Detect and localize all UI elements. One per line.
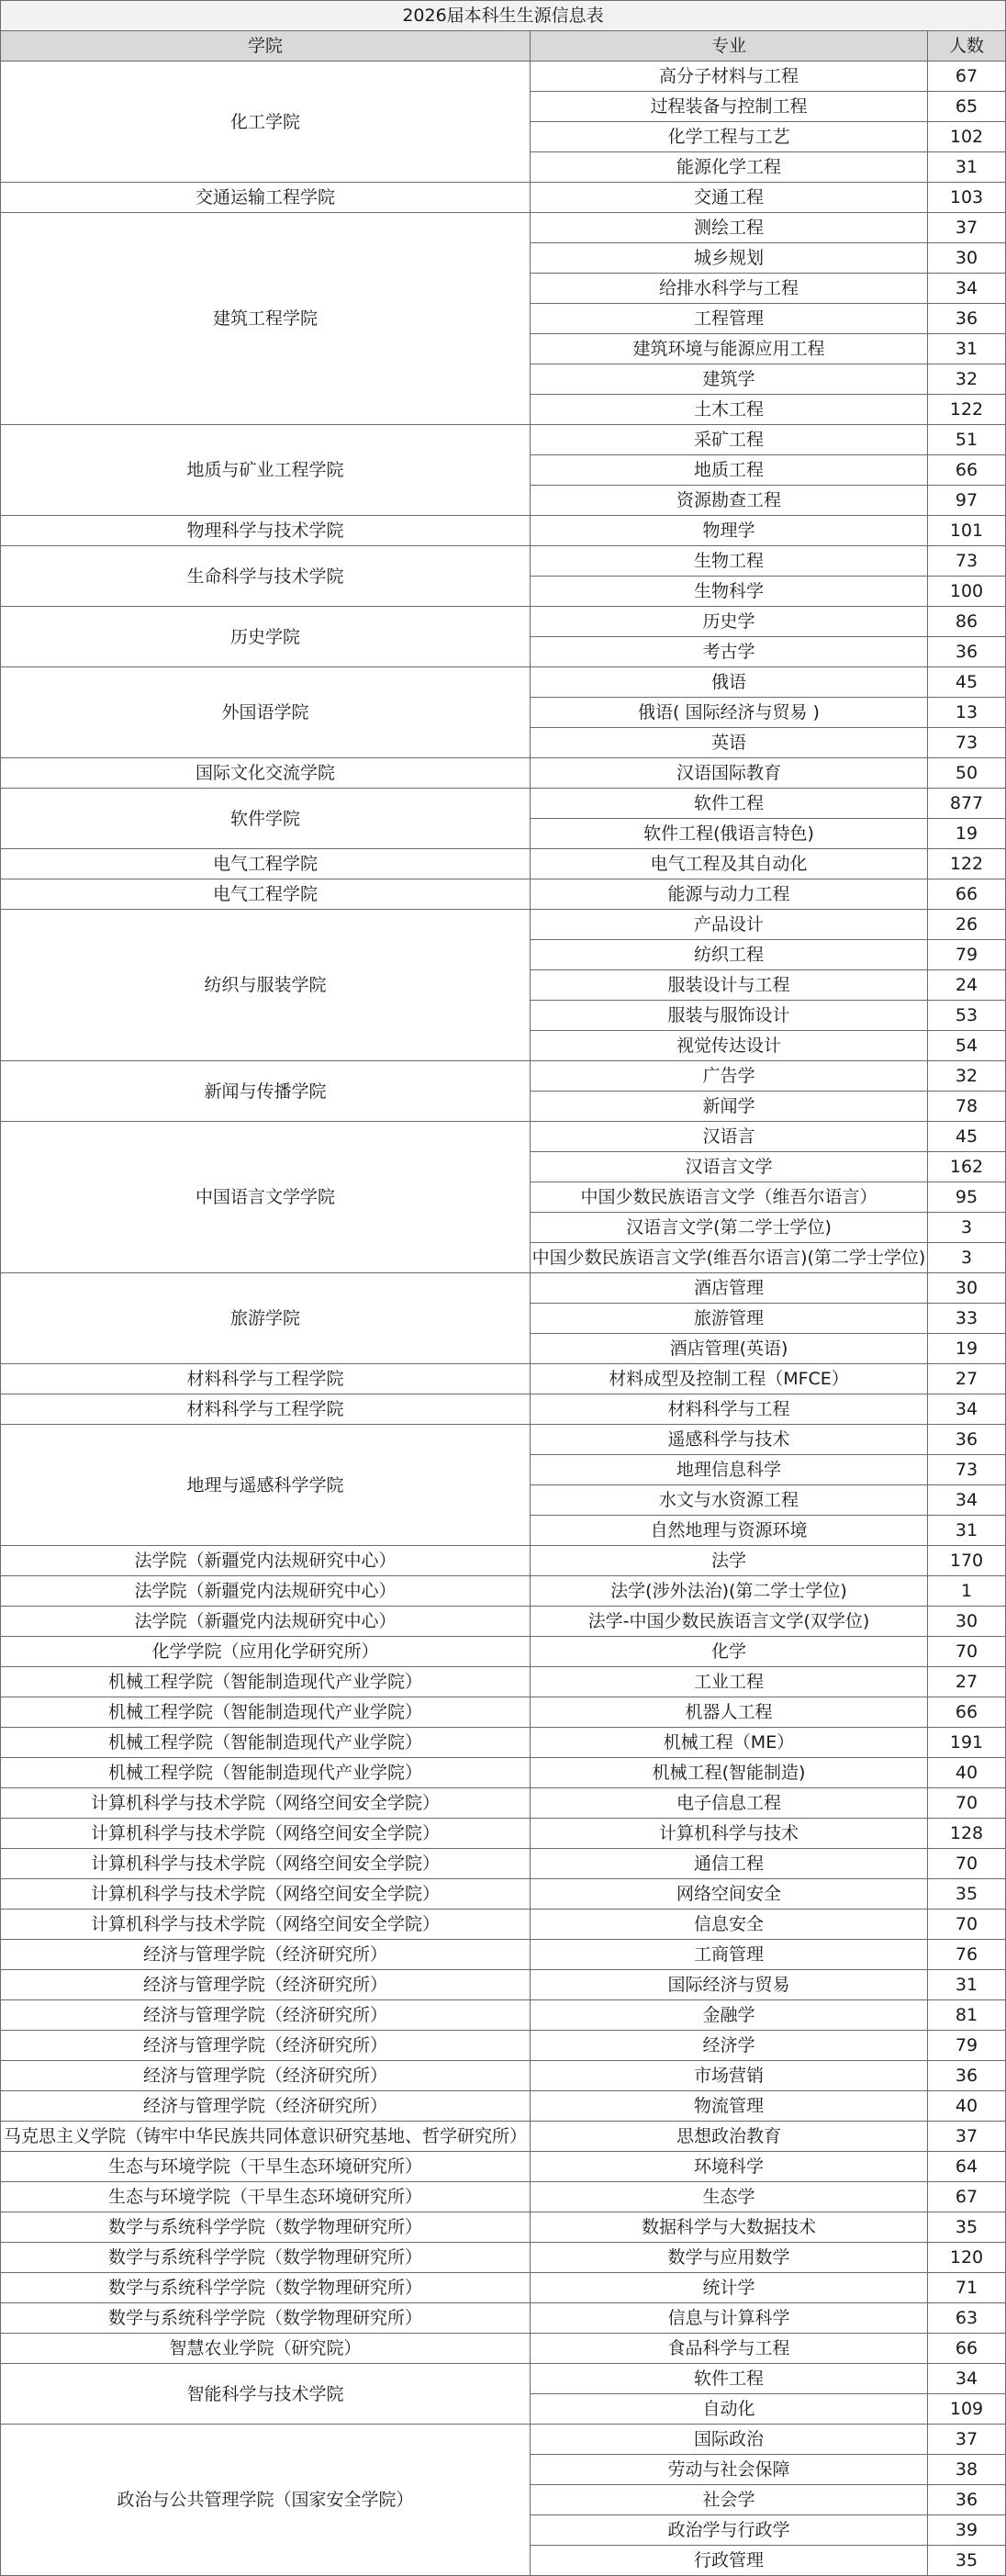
count-cell: 81 [928, 2000, 1006, 2031]
table-row [1, 2182, 1006, 2212]
college-cell: 计算机科学与技术学院（网络空间安全学院） [1, 1879, 531, 1910]
count-cell: 27 [928, 1364, 1006, 1394]
count-cell: 30 [928, 1273, 1006, 1304]
major-cell: 数学与应用数学 [531, 2243, 928, 2273]
count-cell: 95 [928, 1182, 1006, 1213]
count-cell: 45 [928, 1122, 1006, 1152]
major-cell: 数据科学与大数据技术 [531, 2212, 928, 2243]
college-cell: 中国语言文学学院 [1, 1122, 531, 1273]
count-cell: 103 [928, 183, 1006, 213]
table-row [1, 62, 1006, 92]
major-cell: 地理信息科学 [531, 1455, 928, 1485]
count-cell: 170 [928, 1546, 1006, 1576]
college-cell: 电气工程学院 [1, 849, 531, 879]
major-cell: 高分子材料与工程 [531, 62, 928, 92]
count-cell: 36 [928, 304, 1006, 334]
table-row [1, 1667, 1006, 1697]
count-cell: 120 [928, 2243, 1006, 2273]
college-cell: 材料科学与工程学院 [1, 1364, 531, 1394]
table-row [1, 1576, 1006, 1607]
major-cell: 广告学 [531, 1061, 928, 1092]
college-cell: 计算机科学与技术学院（网络空间安全学院） [1, 1788, 531, 1819]
major-cell: 机械工程（ME） [531, 1728, 928, 1758]
count-cell: 101 [928, 516, 1006, 546]
table-row [1, 849, 1006, 879]
table-row [1, 2091, 1006, 2122]
major-cell: 考古学 [531, 637, 928, 667]
college-cell: 机械工程学院（智能制造现代产业学院） [1, 1667, 531, 1697]
college-cell: 化工学院 [1, 62, 531, 183]
table-row [1, 1546, 1006, 1576]
major-cell: 机械工程(智能制造) [531, 1758, 928, 1788]
major-cell: 视觉传达设计 [531, 1031, 928, 1061]
college-cell: 机械工程学院（智能制造现代产业学院） [1, 1758, 531, 1788]
college-cell: 计算机科学与技术学院（网络空间安全学院） [1, 1819, 531, 1849]
table-row [1, 1394, 1006, 1425]
count-cell: 31 [928, 334, 1006, 364]
table-row [1, 213, 1006, 243]
major-cell: 电子信息工程 [531, 1788, 928, 1819]
college-cell: 地质与矿业工程学院 [1, 425, 531, 516]
table-row [1, 546, 1006, 577]
major-cell: 思想政治教育 [531, 2122, 928, 2152]
major-cell: 食品科学与工程 [531, 2334, 928, 2364]
major-cell: 建筑学 [531, 364, 928, 395]
table-row [1, 2273, 1006, 2303]
table-row [1, 1637, 1006, 1667]
major-cell: 信息与计算科学 [531, 2303, 928, 2334]
table-row [1, 607, 1006, 637]
count-cell: 24 [928, 970, 1006, 1001]
major-cell: 计算机科学与技术 [531, 1819, 928, 1849]
college-cell: 经济与管理学院（经济研究所） [1, 1940, 531, 1970]
major-cell: 酒店管理 [531, 1273, 928, 1304]
major-cell: 地质工程 [531, 455, 928, 486]
count-cell: 31 [928, 1516, 1006, 1546]
major-cell: 自动化 [531, 2394, 928, 2425]
major-cell: 能源化学工程 [531, 152, 928, 183]
count-cell: 1 [928, 1576, 1006, 1607]
college-cell: 经济与管理学院（经济研究所） [1, 1970, 531, 2000]
major-cell: 软件工程 [531, 2364, 928, 2394]
count-cell: 64 [928, 2152, 1006, 2182]
count-cell: 162 [928, 1152, 1006, 1182]
major-cell: 资源勘查工程 [531, 486, 928, 516]
major-cell: 服装设计与工程 [531, 970, 928, 1001]
college-cell: 经济与管理学院（经济研究所） [1, 2000, 531, 2031]
count-cell: 66 [928, 1697, 1006, 1728]
count-cell: 70 [928, 1910, 1006, 1940]
table-row [1, 2122, 1006, 2152]
count-cell: 40 [928, 1758, 1006, 1788]
major-cell: 工业工程 [531, 1667, 928, 1697]
count-cell: 70 [928, 1788, 1006, 1819]
table-row [1, 2425, 1006, 2455]
count-cell: 66 [928, 879, 1006, 910]
major-cell: 过程装备与控制工程 [531, 92, 928, 122]
college-cell: 智能科学与技术学院 [1, 2364, 531, 2425]
table-row [1, 2152, 1006, 2182]
header-major: 专业 [531, 31, 928, 62]
major-cell: 历史学 [531, 607, 928, 637]
count-cell: 79 [928, 940, 1006, 970]
major-cell: 旅游管理 [531, 1304, 928, 1334]
major-cell: 行政管理 [531, 2546, 928, 2576]
college-cell: 经济与管理学院（经济研究所） [1, 2031, 531, 2061]
major-cell: 政治学与行政学 [531, 2515, 928, 2546]
college-cell: 法学院（新疆党内法规研究中心） [1, 1607, 531, 1637]
count-cell: 34 [928, 1485, 1006, 1516]
college-cell: 纺织与服装学院 [1, 910, 531, 1061]
major-cell: 中国少数民族语言文学(维吾尔语言)(第二学士学位) [531, 1243, 928, 1273]
major-cell: 英语 [531, 728, 928, 758]
header-count: 人数 [928, 31, 1006, 62]
college-cell: 新闻与传播学院 [1, 1061, 531, 1122]
major-cell: 软件工程(俄语言特色) [531, 819, 928, 849]
table-row [1, 2061, 1006, 2091]
major-cell: 劳动与社会保障 [531, 2455, 928, 2485]
major-cell: 测绘工程 [531, 213, 928, 243]
count-cell: 191 [928, 1728, 1006, 1758]
major-cell: 土木工程 [531, 395, 928, 425]
major-cell: 汉语言 [531, 1122, 928, 1152]
table-row [1, 1364, 1006, 1394]
count-cell: 37 [928, 213, 1006, 243]
college-cell: 生命科学与技术学院 [1, 546, 531, 607]
college-cell: 物理科学与技术学院 [1, 516, 531, 546]
college-cell: 智慧农业学院（研究院） [1, 2334, 531, 2364]
table-row [1, 1788, 1006, 1819]
major-cell: 能源与动力工程 [531, 879, 928, 910]
count-cell: 50 [928, 758, 1006, 789]
header-college: 学院 [1, 31, 531, 62]
table-row [1, 1697, 1006, 1728]
table-row [1, 1607, 1006, 1637]
major-cell: 材料科学与工程 [531, 1394, 928, 1425]
count-cell: 19 [928, 819, 1006, 849]
major-cell: 交通工程 [531, 183, 928, 213]
count-cell: 31 [928, 152, 1006, 183]
table-row [1, 183, 1006, 213]
count-cell: 45 [928, 667, 1006, 698]
major-cell: 网络空间安全 [531, 1879, 928, 1910]
major-cell: 生态学 [531, 2182, 928, 2212]
count-cell: 38 [928, 2455, 1006, 2485]
table-row [1, 516, 1006, 546]
table-row [1, 1758, 1006, 1788]
table-row [1, 758, 1006, 789]
major-cell: 经济学 [531, 2031, 928, 2061]
count-cell: 73 [928, 1455, 1006, 1485]
table-row [1, 2303, 1006, 2334]
major-cell: 建筑环境与能源应用工程 [531, 334, 928, 364]
college-cell: 旅游学院 [1, 1273, 531, 1364]
major-cell: 俄语 [531, 667, 928, 698]
college-cell: 经济与管理学院（经济研究所） [1, 2061, 531, 2091]
major-cell: 法学(涉外法治)(第二学士学位) [531, 1576, 928, 1607]
table-row [1, 667, 1006, 698]
major-cell: 新闻学 [531, 1092, 928, 1122]
college-cell: 数学与系统科学学院（数学物理研究所） [1, 2273, 531, 2303]
count-cell: 13 [928, 698, 1006, 728]
count-cell: 32 [928, 364, 1006, 395]
count-cell: 31 [928, 1970, 1006, 2000]
count-cell: 100 [928, 577, 1006, 607]
count-cell: 73 [928, 728, 1006, 758]
count-cell: 73 [928, 546, 1006, 577]
count-cell: 36 [928, 2061, 1006, 2091]
count-cell: 66 [928, 2334, 1006, 2364]
college-cell: 外国语学院 [1, 667, 531, 758]
count-cell: 54 [928, 1031, 1006, 1061]
table-row [1, 1728, 1006, 1758]
table-row [1, 2243, 1006, 2273]
major-cell: 法学-中国少数民族语言文学(双学位) [531, 1607, 928, 1637]
major-cell: 材料成型及控制工程（MFCE） [531, 1364, 928, 1394]
count-cell: 76 [928, 1940, 1006, 1970]
count-cell: 35 [928, 2546, 1006, 2576]
table-row [1, 2031, 1006, 2061]
major-cell: 纺织工程 [531, 940, 928, 970]
college-cell: 地理与遥感科学学院 [1, 1425, 531, 1546]
table-row [1, 879, 1006, 910]
count-cell: 67 [928, 62, 1006, 92]
count-cell: 102 [928, 122, 1006, 152]
table-row [1, 910, 1006, 940]
major-cell: 法学 [531, 1546, 928, 1576]
major-cell: 化学 [531, 1637, 928, 1667]
count-cell: 128 [928, 1819, 1006, 1849]
count-cell: 34 [928, 1394, 1006, 1425]
college-cell: 数学与系统科学学院（数学物理研究所） [1, 2243, 531, 2273]
college-cell: 机械工程学院（智能制造现代产业学院） [1, 1728, 531, 1758]
table-row [1, 1819, 1006, 1849]
table-title: 2026届本科生生源信息表 [1, 1, 1006, 31]
major-cell: 市场营销 [531, 2061, 928, 2091]
count-cell: 36 [928, 1425, 1006, 1455]
count-cell: 19 [928, 1334, 1006, 1364]
count-cell: 32 [928, 1061, 1006, 1092]
major-cell: 工程管理 [531, 304, 928, 334]
count-cell: 30 [928, 243, 1006, 274]
major-cell: 物流管理 [531, 2091, 928, 2122]
major-cell: 中国少数民族语言文学（维吾尔语言） [531, 1182, 928, 1213]
count-cell: 71 [928, 2273, 1006, 2303]
table-row [1, 1061, 1006, 1092]
major-cell: 社会学 [531, 2485, 928, 2515]
table-row [1, 1879, 1006, 1910]
count-cell: 70 [928, 1849, 1006, 1879]
count-cell: 39 [928, 2515, 1006, 2546]
count-cell: 97 [928, 486, 1006, 516]
count-cell: 36 [928, 2485, 1006, 2515]
college-cell: 法学院（新疆党内法规研究中心） [1, 1576, 531, 1607]
count-cell: 53 [928, 1001, 1006, 1031]
college-cell: 计算机科学与技术学院（网络空间安全学院） [1, 1910, 531, 1940]
major-cell: 给排水科学与工程 [531, 274, 928, 304]
count-cell: 78 [928, 1092, 1006, 1122]
count-cell: 33 [928, 1304, 1006, 1334]
major-cell: 环境科学 [531, 2152, 928, 2182]
college-cell: 国际文化交流学院 [1, 758, 531, 789]
count-cell: 51 [928, 425, 1006, 455]
count-cell: 37 [928, 2122, 1006, 2152]
table-row [1, 1273, 1006, 1304]
college-cell: 生态与环境学院（干旱生态环境研究所） [1, 2152, 531, 2182]
table-row [1, 1425, 1006, 1455]
major-cell: 采矿工程 [531, 425, 928, 455]
count-cell: 70 [928, 1637, 1006, 1667]
count-cell: 36 [928, 637, 1006, 667]
college-cell: 交通运输工程学院 [1, 183, 531, 213]
table-row [1, 789, 1006, 819]
count-cell: 86 [928, 607, 1006, 637]
major-cell: 国际政治 [531, 2425, 928, 2455]
major-cell: 生物科学 [531, 577, 928, 607]
major-cell: 生物工程 [531, 546, 928, 577]
college-cell: 建筑工程学院 [1, 213, 531, 425]
college-cell: 马克思主义学院（铸牢中华民族共同体意识研究基地、哲学研究所） [1, 2122, 531, 2152]
major-cell: 软件工程 [531, 789, 928, 819]
college-cell: 生态与环境学院（干旱生态环境研究所） [1, 2182, 531, 2212]
major-cell: 酒店管理(英语) [531, 1334, 928, 1364]
count-cell: 65 [928, 92, 1006, 122]
college-cell: 历史学院 [1, 607, 531, 667]
college-cell: 政治与公共管理学院（国家安全学院） [1, 2425, 531, 2576]
table-row [1, 1849, 1006, 1879]
table-row [1, 1940, 1006, 1970]
count-cell: 40 [928, 2091, 1006, 2122]
count-cell: 35 [928, 2212, 1006, 2243]
table-row [1, 1970, 1006, 2000]
count-cell: 122 [928, 849, 1006, 879]
college-cell: 化学学院（应用化学研究所） [1, 1637, 531, 1667]
major-cell: 电气工程及其自动化 [531, 849, 928, 879]
college-cell: 数学与系统科学学院（数学物理研究所） [1, 2303, 531, 2334]
count-cell: 67 [928, 2182, 1006, 2212]
major-cell: 机器人工程 [531, 1697, 928, 1728]
college-cell: 数学与系统科学学院（数学物理研究所） [1, 2212, 531, 2243]
major-cell: 俄语( 国际经济与贸易 ) [531, 698, 928, 728]
count-cell: 34 [928, 274, 1006, 304]
major-cell: 自然地理与资源环境 [531, 1516, 928, 1546]
count-cell: 63 [928, 2303, 1006, 2334]
major-cell: 工商管理 [531, 1940, 928, 1970]
major-cell: 化学工程与工艺 [531, 122, 928, 152]
major-cell: 遥感科学与技术 [531, 1425, 928, 1455]
table-row [1, 1910, 1006, 1940]
count-cell: 122 [928, 395, 1006, 425]
count-cell: 877 [928, 789, 1006, 819]
major-cell: 汉语言文学 [531, 1152, 928, 1182]
title-row [1, 1, 1006, 31]
college-cell: 材料科学与工程学院 [1, 1394, 531, 1425]
count-cell: 26 [928, 910, 1006, 940]
count-cell: 30 [928, 1607, 1006, 1637]
major-cell: 物理学 [531, 516, 928, 546]
count-cell: 37 [928, 2425, 1006, 2455]
major-cell: 汉语言文学(第二学士学位) [531, 1213, 928, 1243]
major-cell: 通信工程 [531, 1849, 928, 1879]
major-cell: 统计学 [531, 2273, 928, 2303]
major-cell: 水文与水资源工程 [531, 1485, 928, 1516]
count-cell: 109 [928, 2394, 1006, 2425]
major-cell: 汉语国际教育 [531, 758, 928, 789]
college-cell: 软件学院 [1, 789, 531, 849]
table-row [1, 1122, 1006, 1152]
major-cell: 国际经济与贸易 [531, 1970, 928, 2000]
college-cell: 计算机科学与技术学院（网络空间安全学院） [1, 1849, 531, 1879]
count-cell: 34 [928, 2364, 1006, 2394]
count-cell: 3 [928, 1243, 1006, 1273]
count-cell: 66 [928, 455, 1006, 486]
count-cell: 3 [928, 1213, 1006, 1243]
college-cell: 机械工程学院（智能制造现代产业学院） [1, 1697, 531, 1728]
college-cell: 电气工程学院 [1, 879, 531, 910]
table-row [1, 2364, 1006, 2394]
major-cell: 产品设计 [531, 910, 928, 940]
major-cell: 信息安全 [531, 1910, 928, 1940]
table-row [1, 425, 1006, 455]
major-cell: 服装与服饰设计 [531, 1001, 928, 1031]
table-row [1, 2000, 1006, 2031]
table-row [1, 2334, 1006, 2364]
major-cell: 城乡规划 [531, 243, 928, 274]
count-cell: 27 [928, 1667, 1006, 1697]
major-cell: 金融学 [531, 2000, 928, 2031]
college-cell: 法学院（新疆党内法规研究中心） [1, 1546, 531, 1576]
table-row [1, 2212, 1006, 2243]
count-cell: 35 [928, 1879, 1006, 1910]
header-row [1, 31, 1006, 62]
count-cell: 79 [928, 2031, 1006, 2061]
college-cell: 经济与管理学院（经济研究所） [1, 2091, 531, 2122]
